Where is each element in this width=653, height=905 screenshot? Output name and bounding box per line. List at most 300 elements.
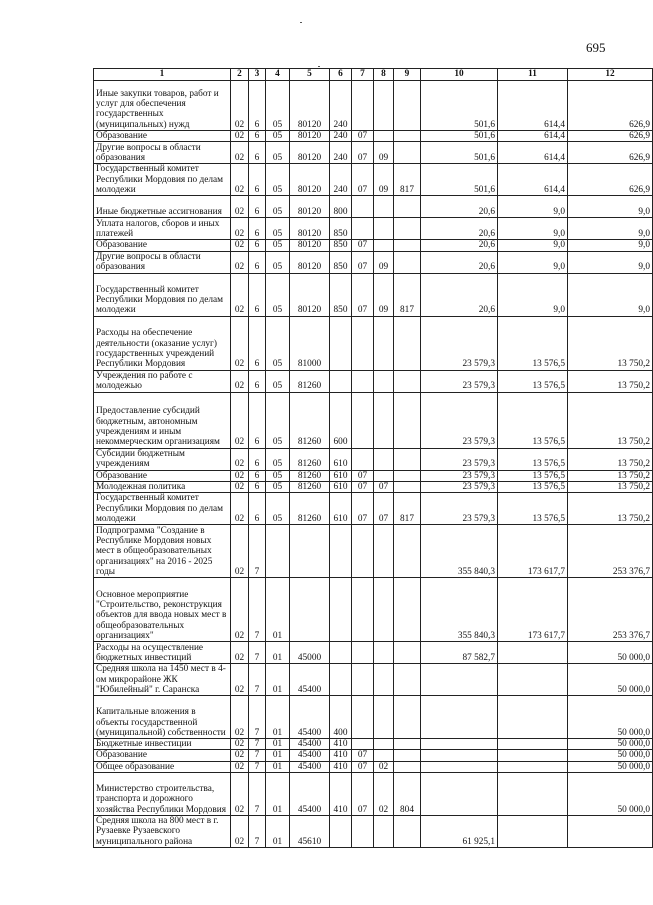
code-cell <box>374 664 394 696</box>
amount-cell: 13 576,5 <box>498 448 568 470</box>
code-cell <box>352 81 374 131</box>
code-cell: 80120 <box>290 131 330 142</box>
code-cell: 02 <box>231 739 249 750</box>
amount-cell <box>421 750 498 761</box>
code-cell: 02 <box>231 273 249 316</box>
code-cell: 850 <box>330 240 352 251</box>
code-cell: 05 <box>266 316 290 370</box>
amount-cell: 9,0 <box>498 251 568 273</box>
amount-cell: 614,4 <box>498 142 568 164</box>
code-cell <box>352 578 374 642</box>
code-cell <box>394 470 421 481</box>
code-cell: 02 <box>231 196 249 218</box>
code-cell: 410 <box>330 750 352 761</box>
code-cell: 81260 <box>290 370 330 392</box>
amount-cell: 626,9 <box>568 81 653 131</box>
column-header: 1 <box>94 69 231 81</box>
code-cell: 610 <box>330 448 352 470</box>
code-cell: 45400 <box>290 739 330 750</box>
code-cell: 01 <box>266 750 290 761</box>
code-cell: 7 <box>249 578 266 642</box>
amount-cell: 13 750,2 <box>568 448 653 470</box>
code-cell: 6 <box>249 392 266 448</box>
table-row <box>94 196 653 218</box>
code-cell <box>394 642 421 664</box>
amount-cell: 173 617,7 <box>498 578 568 642</box>
code-cell: 05 <box>266 131 290 142</box>
amount-cell: 614,4 <box>498 81 568 131</box>
code-cell: 80120 <box>290 142 330 164</box>
code-cell <box>352 448 374 470</box>
column-header: 4 <box>266 69 290 81</box>
code-cell: 850 <box>330 218 352 240</box>
code-cell <box>394 251 421 273</box>
column-header: 6 <box>330 69 352 81</box>
code-cell: 05 <box>266 251 290 273</box>
table-row <box>94 739 653 750</box>
amount-cell: 50 000,0 <box>568 750 653 761</box>
code-cell: 02 <box>231 131 249 142</box>
code-cell: 817 <box>394 493 421 525</box>
code-cell: 45400 <box>290 773 330 816</box>
table-row <box>94 696 653 739</box>
code-cell <box>352 392 374 448</box>
code-cell: 02 <box>231 696 249 739</box>
code-cell: 05 <box>266 481 290 492</box>
code-cell: 02 <box>231 578 249 642</box>
code-cell: 81260 <box>290 448 330 470</box>
code-cell <box>394 481 421 492</box>
code-cell: 01 <box>266 773 290 816</box>
code-cell <box>352 218 374 240</box>
code-cell: 6 <box>249 370 266 392</box>
code-cell: 02 <box>231 218 249 240</box>
amount-cell <box>568 816 653 848</box>
code-cell: 02 <box>374 773 394 816</box>
code-cell <box>330 578 352 642</box>
scan-speck <box>300 22 302 23</box>
amount-cell: 13 750,2 <box>568 370 653 392</box>
row-name-cell: Министерство строительства, транспорта и дорожного хозяйства Республики Мордовия <box>94 773 231 816</box>
code-cell <box>394 739 421 750</box>
code-cell: 02 <box>231 164 249 196</box>
code-cell: 6 <box>249 251 266 273</box>
code-cell: 05 <box>266 493 290 525</box>
code-cell: 07 <box>352 131 374 142</box>
amount-cell: 13 576,5 <box>498 370 568 392</box>
row-name-cell: Общее образование <box>94 761 231 772</box>
code-cell <box>330 642 352 664</box>
code-cell: 80120 <box>290 251 330 273</box>
amount-cell: 626,9 <box>568 164 653 196</box>
code-cell <box>374 525 394 578</box>
code-cell: 05 <box>266 470 290 481</box>
amount-cell <box>498 773 568 816</box>
amount-cell <box>421 739 498 750</box>
code-cell: 80120 <box>290 164 330 196</box>
row-name-cell: Основное мероприятие "Строительство, реконструкция объектов для ввода новых мест в общеобразовательных организациях" <box>94 578 231 642</box>
row-name-cell: Предоставление субсидий бюджетным, автономным учреждениям и иным некоммерческим организациям <box>94 392 231 448</box>
code-cell: 02 <box>231 81 249 131</box>
amount-cell <box>498 739 568 750</box>
code-cell: 45400 <box>290 761 330 772</box>
amount-cell: 50 000,0 <box>568 739 653 750</box>
code-cell <box>374 240 394 251</box>
code-cell: 7 <box>249 525 266 578</box>
code-cell: 07 <box>352 481 374 492</box>
code-cell: 45400 <box>290 750 330 761</box>
row-name-cell: Другие вопросы в области образования <box>94 142 231 164</box>
row-name-cell: Средняя школа на 1450 мест в 4-ом микрорайоне ЖК "Юбилейный" г. Саранска <box>94 664 231 696</box>
code-cell: 240 <box>330 142 352 164</box>
column-header: 7 <box>352 69 374 81</box>
code-cell: 07 <box>352 750 374 761</box>
amount-cell: 23 579,3 <box>421 392 498 448</box>
amount-cell: 614,4 <box>498 164 568 196</box>
code-cell: 6 <box>249 273 266 316</box>
code-cell: 05 <box>266 240 290 251</box>
code-cell: 817 <box>394 164 421 196</box>
code-cell <box>394 218 421 240</box>
amount-cell: 50 000,0 <box>568 696 653 739</box>
code-cell: 09 <box>374 142 394 164</box>
code-cell <box>352 816 374 848</box>
amount-cell: 50 000,0 <box>568 773 653 816</box>
row-name-cell: Уплата налогов, сборов и иных платежей <box>94 218 231 240</box>
code-cell <box>352 696 374 739</box>
code-cell: 610 <box>330 470 352 481</box>
row-name-cell: Учреждения по работе с молодежью <box>94 370 231 392</box>
code-cell: 240 <box>330 81 352 131</box>
code-cell <box>394 525 421 578</box>
code-cell: 610 <box>330 493 352 525</box>
amount-cell: 9,0 <box>568 273 653 316</box>
table-body <box>94 81 653 848</box>
amount-cell: 20,6 <box>421 251 498 273</box>
code-cell: 804 <box>394 773 421 816</box>
amount-cell: 9,0 <box>568 196 653 218</box>
code-cell: 02 <box>231 493 249 525</box>
code-cell: 09 <box>374 164 394 196</box>
code-cell: 07 <box>352 773 374 816</box>
code-cell <box>374 750 394 761</box>
code-cell <box>352 316 374 370</box>
code-cell: 05 <box>266 164 290 196</box>
code-cell: 6 <box>249 196 266 218</box>
row-name-cell: Иные бюджетные ассигнования <box>94 196 231 218</box>
amount-cell: 9,0 <box>498 273 568 316</box>
code-cell <box>374 642 394 664</box>
amount-cell: 13 576,5 <box>498 493 568 525</box>
amount-cell: 20,6 <box>421 273 498 316</box>
code-cell: 07 <box>374 481 394 492</box>
code-cell: 240 <box>330 164 352 196</box>
amount-cell: 23 579,3 <box>421 316 498 370</box>
scan-speck <box>318 66 320 67</box>
code-cell: 01 <box>266 642 290 664</box>
code-cell: 7 <box>249 750 266 761</box>
code-cell: 02 <box>231 142 249 164</box>
code-cell <box>330 664 352 696</box>
amount-cell: 13 576,5 <box>498 481 568 492</box>
amount-cell: 13 576,5 <box>498 316 568 370</box>
amount-cell: 355 840,3 <box>421 578 498 642</box>
amount-cell: 87 582,7 <box>421 642 498 664</box>
code-cell: 02 <box>231 370 249 392</box>
code-cell <box>352 642 374 664</box>
amount-cell: 13 576,5 <box>498 392 568 448</box>
amount-cell: 23 579,3 <box>421 370 498 392</box>
header-row <box>94 69 653 81</box>
code-cell: 80120 <box>290 81 330 131</box>
code-cell <box>374 739 394 750</box>
table-row <box>94 448 653 470</box>
row-name-cell: Государственный комитет Республики Мордовия по делам молодежи <box>94 493 231 525</box>
table-row <box>94 392 653 448</box>
code-cell: 01 <box>266 761 290 772</box>
amount-cell: 626,9 <box>568 142 653 164</box>
amount-cell: 50 000,0 <box>568 761 653 772</box>
code-cell: 850 <box>330 273 352 316</box>
table-row <box>94 218 653 240</box>
code-cell: 610 <box>330 481 352 492</box>
code-cell: 02 <box>374 761 394 772</box>
row-name-cell: Образование <box>94 750 231 761</box>
code-cell: 07 <box>374 493 394 525</box>
amount-cell: 9,0 <box>498 240 568 251</box>
code-cell: 410 <box>330 739 352 750</box>
amount-cell: 23 579,3 <box>421 481 498 492</box>
code-cell <box>394 370 421 392</box>
amount-cell <box>421 761 498 772</box>
code-cell: 7 <box>249 761 266 772</box>
amount-cell: 626,9 <box>568 131 653 142</box>
code-cell: 07 <box>352 273 374 316</box>
code-cell: 45400 <box>290 696 330 739</box>
table-row <box>94 525 653 578</box>
code-cell: 7 <box>249 664 266 696</box>
code-cell: 45610 <box>290 816 330 848</box>
row-name-cell: Образование <box>94 470 231 481</box>
column-header: 12 <box>568 69 653 81</box>
amount-cell <box>498 816 568 848</box>
code-cell: 6 <box>249 142 266 164</box>
amount-cell: 501,6 <box>421 131 498 142</box>
amount-cell: 13 576,5 <box>498 470 568 481</box>
row-name-cell: Государственный комитет Республики Мордовия по делам молодежи <box>94 273 231 316</box>
code-cell: 02 <box>231 240 249 251</box>
code-cell <box>394 131 421 142</box>
table-row <box>94 81 653 131</box>
amount-cell <box>498 750 568 761</box>
code-cell: 02 <box>231 448 249 470</box>
code-cell: 02 <box>231 251 249 273</box>
code-cell <box>394 142 421 164</box>
row-name-cell: Средняя школа на 800 мест в г. Рузаевке Рузаевского муниципального района <box>94 816 231 848</box>
table-row <box>94 316 653 370</box>
code-cell <box>374 696 394 739</box>
code-cell <box>374 316 394 370</box>
table-row <box>94 642 653 664</box>
amount-cell: 23 579,3 <box>421 493 498 525</box>
code-cell: 6 <box>249 218 266 240</box>
code-cell: 6 <box>249 164 266 196</box>
code-cell: 02 <box>231 642 249 664</box>
code-cell: 80120 <box>290 218 330 240</box>
table-row <box>94 773 653 816</box>
code-cell <box>290 525 330 578</box>
row-name-cell: Расходы на осуществление бюджетных инвестиций <box>94 642 231 664</box>
code-cell: 05 <box>266 370 290 392</box>
code-cell: 01 <box>266 696 290 739</box>
row-name-cell: Молодежная политика <box>94 481 231 492</box>
code-cell: 07 <box>352 164 374 196</box>
table-row <box>94 370 653 392</box>
code-cell: 800 <box>330 196 352 218</box>
column-header: 2 <box>231 69 249 81</box>
code-cell <box>374 816 394 848</box>
code-cell <box>394 816 421 848</box>
amount-cell: 253 376,7 <box>568 578 653 642</box>
code-cell <box>374 578 394 642</box>
code-cell <box>330 316 352 370</box>
amount-cell: 355 840,3 <box>421 525 498 578</box>
amount-cell: 501,6 <box>421 81 498 131</box>
column-header: 5 <box>290 69 330 81</box>
amount-cell: 13 750,2 <box>568 392 653 448</box>
amount-cell <box>498 696 568 739</box>
amount-cell: 173 617,7 <box>498 525 568 578</box>
column-header: 3 <box>249 69 266 81</box>
code-cell <box>374 81 394 131</box>
row-name-cell: Капитальные вложения в объекты государственной (муниципальной) собственности <box>94 696 231 739</box>
code-cell <box>394 696 421 739</box>
code-cell: 410 <box>330 773 352 816</box>
amount-cell: 9,0 <box>568 251 653 273</box>
code-cell: 01 <box>266 816 290 848</box>
code-cell <box>394 750 421 761</box>
code-cell: 05 <box>266 448 290 470</box>
code-cell: 07 <box>352 470 374 481</box>
table-row <box>94 664 653 696</box>
code-cell: 07 <box>352 761 374 772</box>
column-header: 10 <box>421 69 498 81</box>
code-cell <box>330 816 352 848</box>
amount-cell: 614,4 <box>498 131 568 142</box>
code-cell: 02 <box>231 525 249 578</box>
code-cell <box>266 525 290 578</box>
table-row <box>94 470 653 481</box>
code-cell: 81260 <box>290 470 330 481</box>
table-row <box>94 578 653 642</box>
table-row <box>94 251 653 273</box>
code-cell <box>394 664 421 696</box>
code-cell: 7 <box>249 816 266 848</box>
page-number: 695 <box>586 40 606 55</box>
amount-cell: 23 579,3 <box>421 448 498 470</box>
amount-cell: 20,6 <box>421 240 498 251</box>
code-cell <box>374 196 394 218</box>
table-row <box>94 816 653 848</box>
row-name-cell: Государственный комитет Республики Мордовия по делам молодежи <box>94 164 231 196</box>
amount-cell: 50 000,0 <box>568 642 653 664</box>
row-name-cell: Иные закупки товаров, работ и услуг для обеспечения государственных (муниципальных) нужд <box>94 81 231 131</box>
code-cell: 400 <box>330 696 352 739</box>
code-cell: 817 <box>394 273 421 316</box>
code-cell: 07 <box>352 493 374 525</box>
code-cell: 7 <box>249 696 266 739</box>
code-cell: 01 <box>266 578 290 642</box>
amount-cell: 9,0 <box>568 240 653 251</box>
code-cell <box>394 392 421 448</box>
amount-cell: 61 925,1 <box>421 816 498 848</box>
row-name-cell: Бюджетные инвестиции <box>94 739 231 750</box>
code-cell <box>394 196 421 218</box>
row-name-cell: Образование <box>94 131 231 142</box>
code-cell: 850 <box>330 251 352 273</box>
code-cell: 45000 <box>290 642 330 664</box>
table-row <box>94 164 653 196</box>
code-cell: 81000 <box>290 316 330 370</box>
code-cell <box>374 392 394 448</box>
amount-cell: 13 750,2 <box>568 481 653 492</box>
code-cell: 02 <box>231 481 249 492</box>
code-cell: 05 <box>266 273 290 316</box>
code-cell <box>394 81 421 131</box>
code-cell <box>352 664 374 696</box>
code-cell: 05 <box>266 392 290 448</box>
code-cell: 6 <box>249 131 266 142</box>
amount-cell: 50 000,0 <box>568 664 653 696</box>
code-cell <box>374 370 394 392</box>
amount-cell: 9,0 <box>568 218 653 240</box>
table-row <box>94 750 653 761</box>
code-cell: 02 <box>231 392 249 448</box>
code-cell: 6 <box>249 481 266 492</box>
code-cell: 01 <box>266 739 290 750</box>
code-cell: 410 <box>330 761 352 772</box>
code-cell: 6 <box>249 240 266 251</box>
amount-cell <box>421 773 498 816</box>
amount-cell: 501,6 <box>421 164 498 196</box>
table-row <box>94 761 653 772</box>
amount-cell: 9,0 <box>498 196 568 218</box>
code-cell <box>352 739 374 750</box>
code-cell: 45400 <box>290 664 330 696</box>
code-cell: 02 <box>231 773 249 816</box>
code-cell: 07 <box>352 142 374 164</box>
amount-cell: 23 579,3 <box>421 470 498 481</box>
amount-cell: 253 376,7 <box>568 525 653 578</box>
row-name-cell: Субсидии бюджетным учреждениям <box>94 448 231 470</box>
code-cell: 02 <box>231 316 249 370</box>
code-cell <box>394 578 421 642</box>
table-row <box>94 142 653 164</box>
code-cell: 7 <box>249 739 266 750</box>
code-cell <box>352 525 374 578</box>
amount-cell: 501,6 <box>421 142 498 164</box>
code-cell: 05 <box>266 81 290 131</box>
budget-table <box>93 68 653 848</box>
amount-cell: 13 750,2 <box>568 493 653 525</box>
code-cell: 6 <box>249 493 266 525</box>
code-cell <box>374 131 394 142</box>
code-cell <box>330 525 352 578</box>
code-cell: 01 <box>266 664 290 696</box>
code-cell: 600 <box>330 392 352 448</box>
code-cell <box>330 370 352 392</box>
amount-cell: 13 750,2 <box>568 470 653 481</box>
